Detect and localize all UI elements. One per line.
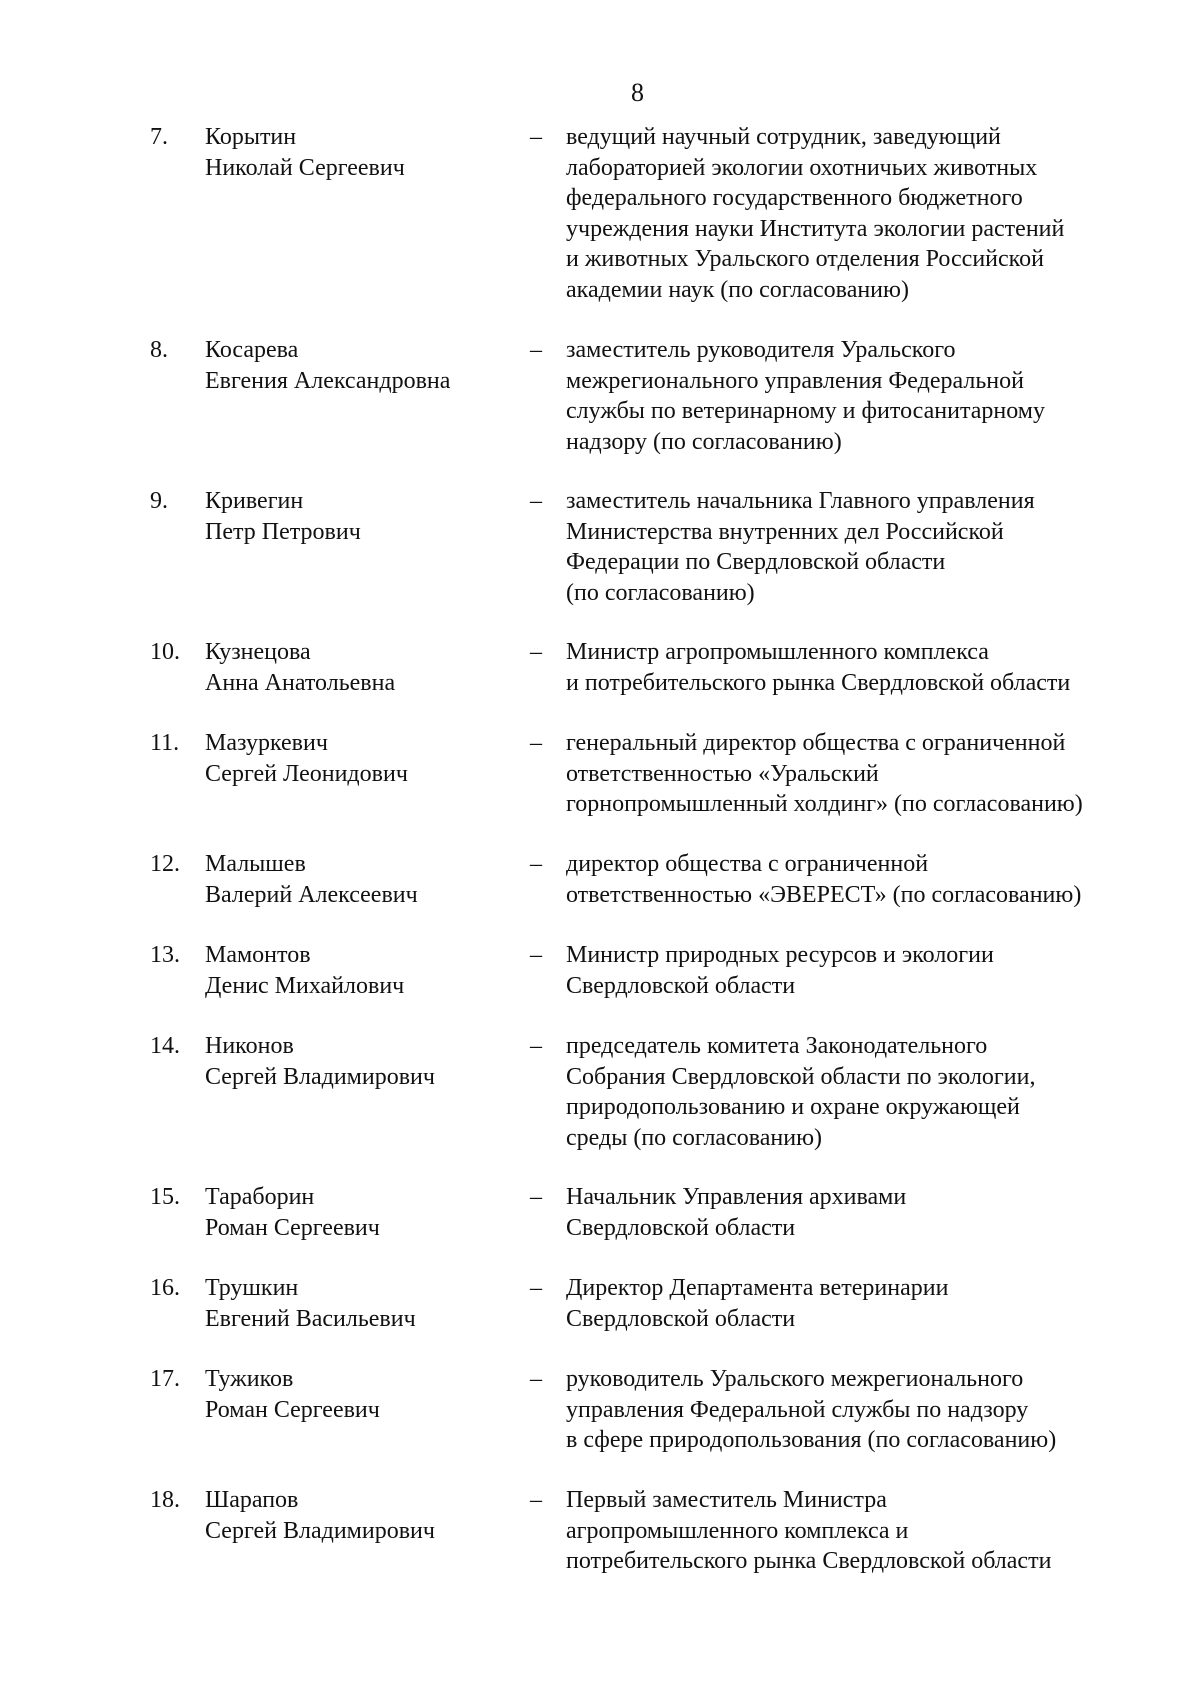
position-description [566,1031,1166,1153]
given-names: Сергей Леонидович [205,760,408,787]
member-name [205,849,505,910]
description-line: Собрания Свердловской области по экологии, [566,1063,1036,1090]
description-line: председатель комитета Законодательного [566,1033,988,1059]
position-description [566,1485,1166,1577]
description-line: среды (по согласованию) [566,1124,822,1151]
description-line: академии наук (по согласованию) [566,276,909,303]
description-line: службы по ветеринарному и фитосанитарному [566,398,1045,424]
given-names: Николай Сергеевич [205,154,405,181]
member-name [205,1182,505,1243]
dash-separator: – [530,488,542,514]
surname: Малышев [205,851,306,877]
surname: Трушкин [205,1275,299,1301]
description-line: Федерации по Свердловской области [566,549,946,575]
item-number: 13. [150,942,180,968]
description-line: лабораторией экологии охотничьих животных [566,154,1038,181]
description-line: (по согласованию) [566,579,755,606]
surname: Мазуркевич [205,730,328,756]
description-line: Директор Департамента ветеринарии [566,1275,949,1301]
given-names: Евгения Александровна [205,367,451,394]
member-name [205,728,505,789]
description-line: Первый заместитель Министра [566,1487,887,1513]
item-number: 11. [150,730,180,756]
position-description [566,1364,1166,1456]
item-number: 18. [150,1487,180,1513]
description-line: заместитель руководителя Уральского [566,337,956,363]
dash-separator: – [530,730,542,756]
given-names: Роман Сергеевич [205,1214,380,1241]
item-number: 10. [150,639,180,665]
dash-separator: – [530,851,542,877]
member-name [205,122,505,183]
given-names: Роман Сергеевич [205,1396,380,1423]
surname: Кривегин [205,488,304,514]
description-line: Начальник Управления архивами [566,1184,907,1210]
member-name [205,637,505,698]
position-description [566,849,1166,910]
description-line: директор общества с ограниченной [566,851,929,877]
surname: Кузнецова [205,639,311,665]
position-description [566,940,1166,1001]
description-line: потребительского рынка Свердловской области [566,1548,1052,1574]
description-line: горнопромышленный холдинг» (по согласованию) [566,791,1083,817]
item-number: 8. [150,337,168,363]
dash-separator: – [530,124,542,150]
description-line: межрегионального управления Федеральной [566,367,1024,394]
given-names: Сергей Владимирович [205,1517,435,1544]
position-description [566,335,1166,457]
surname: Мамонтов [205,942,311,968]
description-line: заместитель начальника Главного управления [566,488,1035,514]
member-name [205,1485,505,1546]
given-names: Денис Михайлович [205,972,405,999]
item-number: 17. [150,1366,180,1392]
dash-separator: – [530,1033,542,1059]
description-line: Министр агропромышленного комплекса [566,639,989,665]
description-line: руководитель Уральского межрегионального [566,1366,1024,1392]
description-line: учреждения науки Института экологии растений [566,215,1065,242]
position-description [566,1273,1166,1334]
member-name [205,1273,505,1334]
description-line: ответственностью «Уральский [566,760,879,787]
position-description [566,637,1166,698]
given-names: Валерий Алексеевич [205,881,418,908]
dash-separator: – [530,1184,542,1210]
position-description [566,728,1166,820]
member-name [205,1364,505,1425]
given-names: Сергей Владимирович [205,1063,435,1090]
member-name [205,940,505,1001]
surname: Косарева [205,337,299,363]
surname: Никонов [205,1033,294,1059]
description-line: ведущий научный сотрудник, заведующий [566,124,1001,150]
description-line: в сфере природопользования (по согласованию) [566,1427,1057,1453]
description-line: Свердловской области [566,1305,796,1332]
description-line: природопользованию и охране окружающей [566,1094,1020,1120]
description-line: Министр природных ресурсов и экологии [566,942,994,968]
position-description [566,1182,1166,1243]
item-number: 9. [150,488,168,514]
dash-separator: – [530,1275,542,1301]
dash-separator: – [530,942,542,968]
dash-separator: – [530,639,542,665]
dash-separator: – [530,1366,542,1392]
position-description [566,122,1166,305]
given-names: Петр Петрович [205,518,361,545]
given-names: Евгений Васильевич [205,1305,416,1332]
item-number: 16. [150,1275,180,1301]
position-description [566,486,1166,608]
page-number: 8 [631,78,644,107]
member-name [205,335,505,396]
description-line: агропромышленного комплекса и [566,1517,909,1544]
description-line: Свердловской области [566,972,796,999]
description-line: Свердловской области [566,1214,796,1241]
surname: Шарапов [205,1487,299,1513]
dash-separator: – [530,337,542,363]
description-line: ответственностью «ЭВЕРЕСТ» (по согласованию) [566,881,1082,908]
item-number: 12. [150,851,180,877]
description-line: и животных Уральского отделения Российской [566,246,1044,272]
description-line: управления Федеральной службы по надзору [566,1396,1029,1423]
surname: Тараборин [205,1184,315,1210]
item-number: 14. [150,1033,180,1059]
description-line: надзору (по согласованию) [566,428,842,455]
item-number: 7. [150,124,168,150]
description-line: федерального государственного бюджетного [566,185,1023,211]
member-name [205,1031,505,1092]
surname: Тужиков [205,1366,294,1392]
surname: Корытин [205,124,297,150]
description-line: и потребительского рынка Свердловской области [566,669,1071,696]
description-line: генеральный директор общества с ограниченной [566,730,1066,756]
item-number: 15. [150,1184,180,1210]
member-name [205,486,505,547]
dash-separator: – [530,1487,542,1513]
description-line: Министерства внутренних дел Российской [566,518,1004,545]
given-names: Анна Анатольевна [205,669,396,696]
